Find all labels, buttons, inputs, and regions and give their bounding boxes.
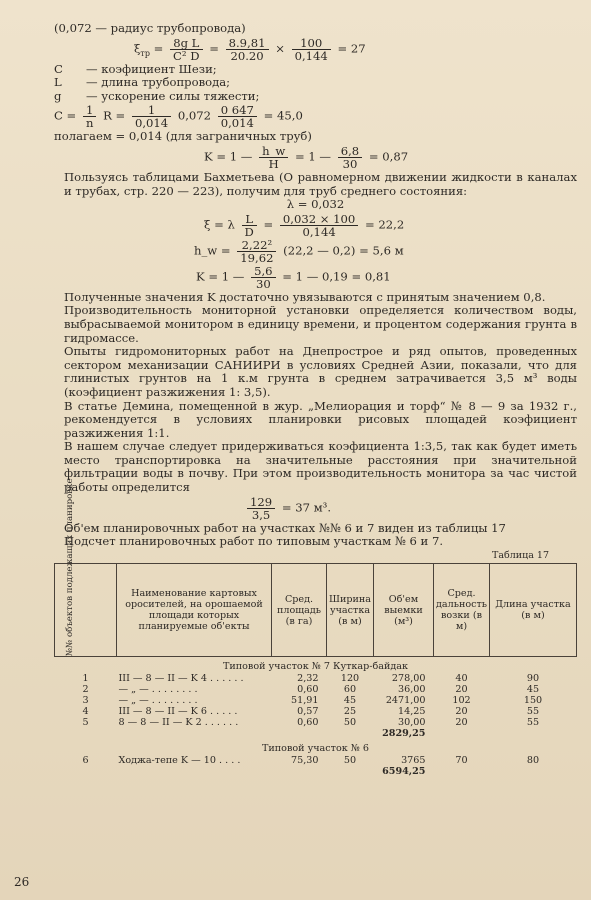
equation-hw: h_w = $\frac{\text{2,22²}}{19,62}$ (22,2 — 0,2) = 5,6 м (194, 237, 404, 265)
equation-chezy: C = $\frac{1}{n}$ R = $\frac{1}{0,014}$ 0,072 $\frac{0 647}{0,014}$ = 45,0 (54, 103, 303, 131)
col-header: Сред. дальность возки (в м) (434, 564, 490, 657)
equation-friction: $\xi_{тр}$ = $\frac{\text{8g L}}{\text{C² D}}$ = $\frac{8.9,81}{20.20}$ × $\frac{100}{0,144}$ = 27 (134, 35, 366, 63)
paragraph: Пользуясь таблицами Бахметьева (О равномерном движении жидкости в каналах и трубах, стр. 220 — 223), получим для труб среднего состояния: (64, 169, 577, 198)
col-header: №№ объектов подлежащих планировке (55, 564, 117, 657)
table-row: 3 — „ — . . . . . . . . 51,91 45 2471,00 102 150 (82, 695, 543, 707)
total-row: 6594,25 (382, 766, 426, 778)
table-row: 4 III — 8 — II — K 6 . . . . . 0,57 25 14,25 20 55 (82, 706, 540, 718)
page-number: 26 (14, 875, 30, 890)
col-header: Об'ем выемки (м³) (374, 564, 434, 657)
paragraph: Опыты гидромониторных работ на Днепрострое и ряд опытов, проведенных сектором механизации САНИИРИ в условиях Средней Азии, показали, что для глинистых грунтов на 1 к.м грунта в среднем затрачивается 3,5 м³ воды (коэфициент разжижения 1: 3,5). (64, 344, 577, 399)
paragraph: Производительность мониторной установки определяется количеством воды, выбрасываемой монитором в единицу времени, и процентом содержания грунта в гидромассе. (64, 303, 577, 345)
col-header: Сред. площадь (в га) (272, 564, 327, 657)
col-header: Ширина участка (в м) (327, 564, 374, 657)
text-line: (0,072 — радиус трубопровода) (54, 21, 246, 35)
section-row: Типовой участок № 7 Куткар-байдак (222, 661, 409, 673)
equation-k1: K = 1 — $\frac{h\_w}{H}$ = 1 — $\frac{6,8}{30}$ = 0,87 (204, 143, 409, 171)
equation-lambda: λ = 0,032 (286, 197, 345, 212)
text-line: полагаем = 0,014 (для заграничных труб) (54, 129, 312, 144)
table-caption: Подсчет планировочных работ по типовым участкам № 6 и 7. (64, 534, 444, 549)
equation-xi: ξ = λ $\frac{L}{D}$ = $\frac{0,032 \times 100}{0,144}$ = 22,2 (204, 211, 405, 239)
paragraph: Полученные значения K достаточно увязываются с принятым значением 0,8. (64, 289, 546, 304)
table-row: 1 III — 8 — II — K 4 . . . . . . 2,32 120 278,00 40 90 (82, 673, 540, 685)
definition-g: g — ускорение силы тяжести; (54, 88, 260, 103)
definition-c: C — коэфициент Шези; (54, 61, 217, 76)
definition-l: L — длина трубопровода; (54, 75, 231, 90)
section-row: Типовой участок № 6 (261, 743, 370, 755)
total-row: 2829,25 (382, 728, 426, 740)
table-row: 5 8 — 8 — II — K 2 . . . . . . 0,60 50 30,00 20 55 (82, 717, 540, 729)
equation-productivity: $\frac{129}{3,5}$ = 37 м³. (54, 496, 577, 521)
col-header: Длина участка (в м) (490, 564, 577, 657)
equation-k2: K = 1 — $\frac{5,6}{30}$ = 1 — 0,19 = 0,81 (196, 263, 391, 291)
table-row: 2 — „ — . . . . . . . . 0,60 60 36,00 20 45 (82, 684, 540, 696)
table-row: 6 Ходжа-тепе K — 10 . . . . 75,30 50 3765 70 80 (82, 755, 540, 767)
table-label: Таблица 17 (492, 549, 549, 561)
paragraph: Об'ем планировочных работ на участках №№ 6 и 7 виден из таблицы 17 (64, 520, 506, 535)
paragraph: В статье Демина, помещенной в жур. „Мелиорация и торф“ № 8 — 9 за 1932 г., рекомендуется в условиях планировки рисовых площадей коэфициент разжижения 1:1. (64, 398, 577, 440)
col-header: Наименование картовых оросителей, на орошаемой площади которых планируемые об'екты (117, 564, 272, 657)
table-header-row (55, 564, 577, 657)
paragraph: В нашем случае следует придерживаться коэфициента 1:3,5, так как будет иметь место транспортировка на значительные расстояния при значительной фильтрации воды в почву. При этом производительность монитора за час чистой работы определится (64, 439, 577, 495)
